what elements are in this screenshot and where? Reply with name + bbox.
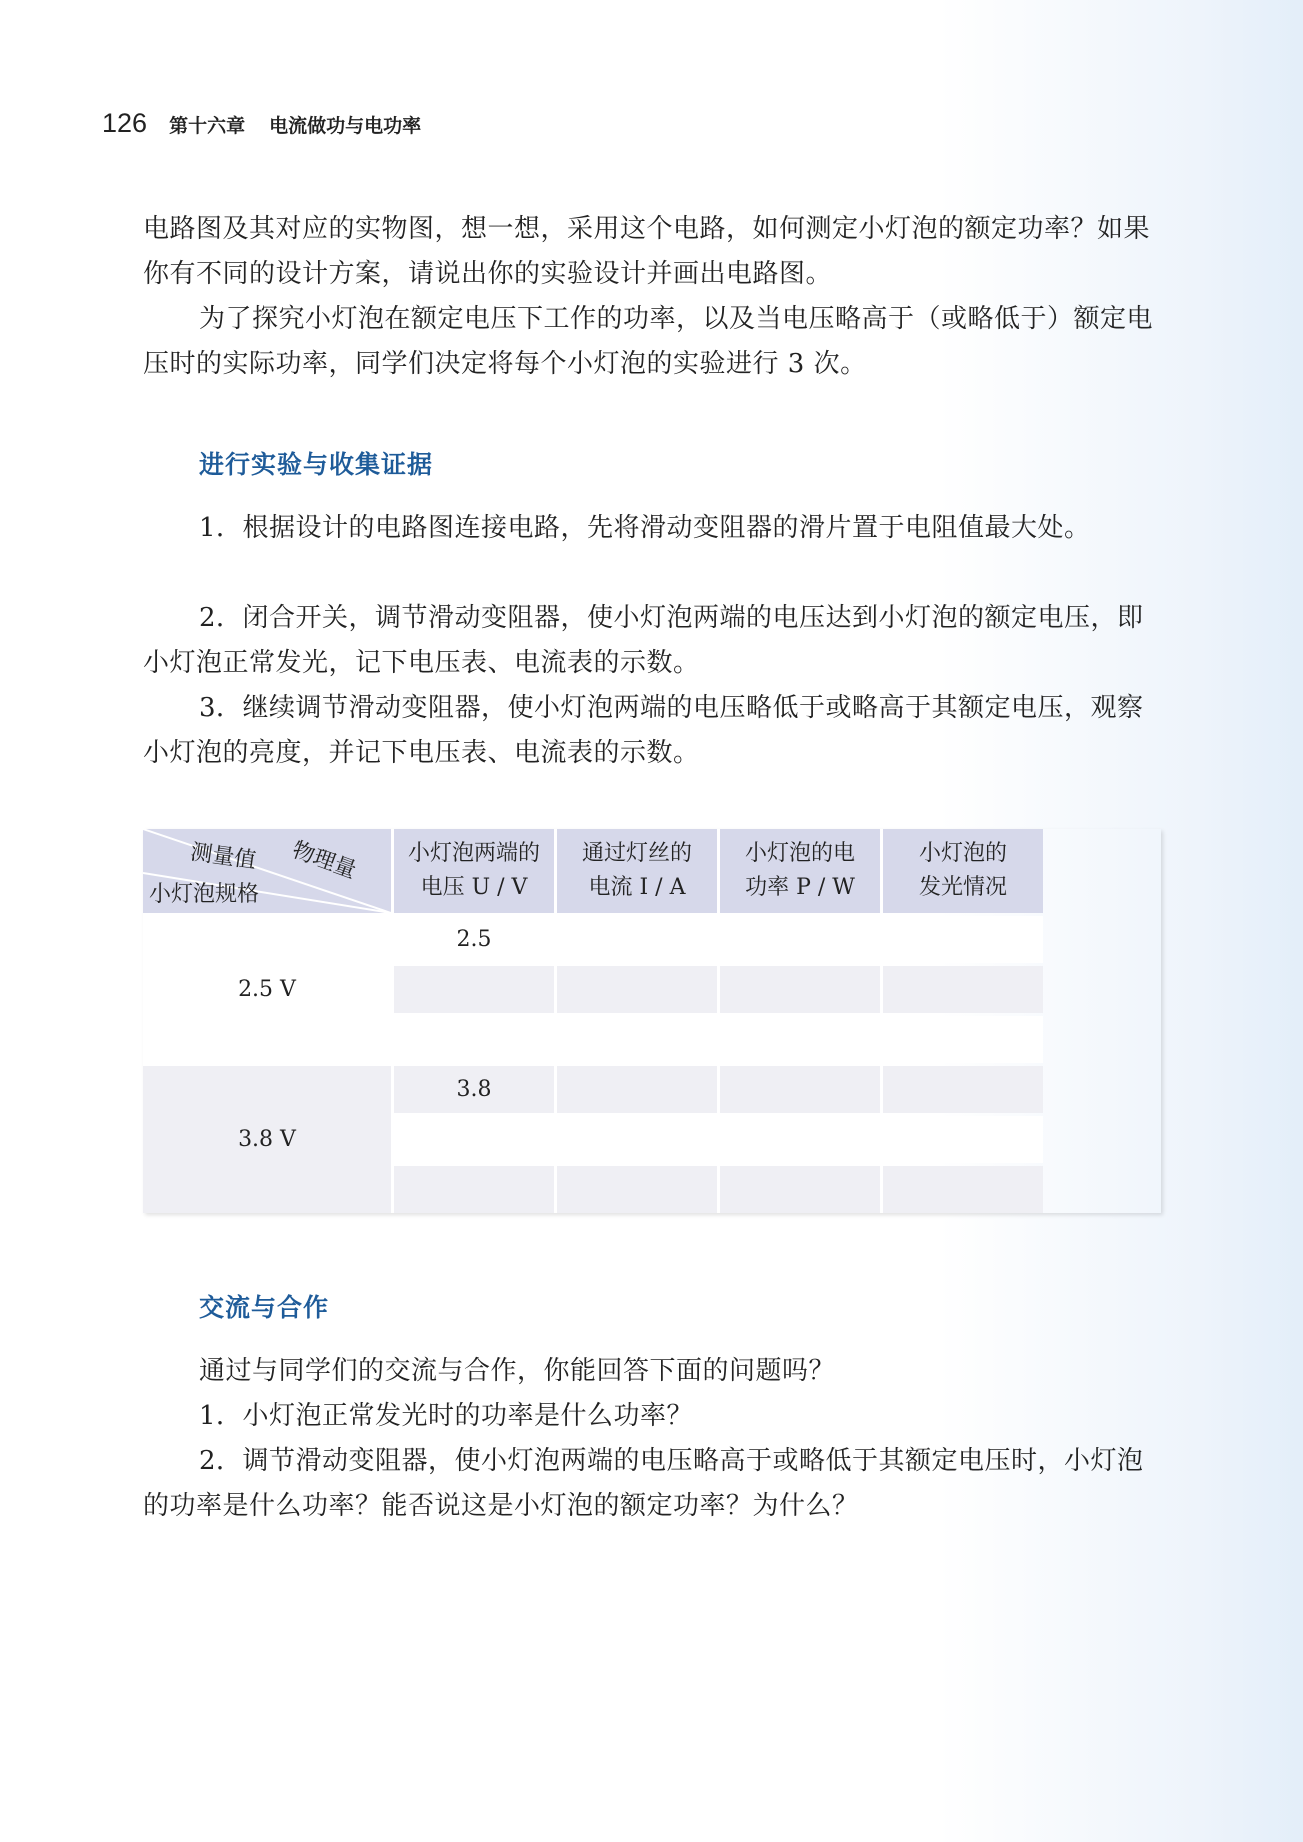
table-cell: [720, 1016, 880, 1063]
spec-cell: 3.8 V: [143, 1066, 391, 1213]
intro-paragraph-2: 为了探究小灯泡在额定电压下工作的功率，以及当电压略高于（或略低于）额定电压时的实际功率，同学们决定将每个小灯泡的实验进行 3 次。: [143, 304, 1154, 379]
section-heading-discussion: 交流与合作: [199, 1293, 330, 1322]
column-header-voltage: [394, 829, 554, 913]
chapter-title: 电流做功与电功率: [269, 115, 422, 137]
table-cell: [720, 1116, 880, 1163]
data-table: [143, 829, 1161, 1213]
corner-physical-quantity: 物理量: [288, 837, 360, 884]
table-cell: [883, 1066, 1043, 1113]
table-cell: [557, 1166, 717, 1213]
table-cell: [394, 1016, 554, 1063]
step-2: 2．闭合开关，调节滑动变阻器，使小灯泡两端的电压达到小灯泡的额定电压，即小灯泡正常发光，记下电压表、电流表的示数。: [143, 603, 1144, 678]
table-cell: [720, 916, 880, 963]
chapter-label: 第十六章: [169, 115, 246, 137]
table-cell: [720, 1066, 880, 1113]
table-cell: [557, 1066, 717, 1113]
table-cell: [557, 966, 717, 1013]
spec-cell: 2.5 V: [143, 916, 391, 1063]
table-cell: [720, 966, 880, 1013]
page-number: 126: [102, 108, 148, 138]
column-header-line: 电压 U / V: [420, 875, 528, 900]
table-cell: [557, 1016, 717, 1063]
column-header-line: 小灯泡的电: [744, 841, 855, 866]
table-cell: [394, 966, 554, 1013]
column-header-line: 通过灯丝的: [581, 841, 692, 866]
discussion-intro: 通过与同学们的交流与合作，你能回答下面的问题吗？: [199, 1356, 836, 1386]
step-1: 1．根据设计的电路图连接电路，先将滑动变阻器的滑片置于电阻值最大处。: [199, 513, 1091, 543]
table-cell: [883, 1166, 1043, 1213]
corner-measured-value: 测量值: [188, 839, 258, 874]
column-header-power: [720, 829, 880, 913]
corner-bulb-spec: 小灯泡规格: [149, 882, 260, 907]
table-cell: [557, 1116, 717, 1163]
table-cell: [883, 1016, 1043, 1063]
column-header-line: 发光情况: [918, 875, 1007, 900]
table-corner-header: [143, 829, 391, 913]
question-2: 2．调节滑动变阻器，使小灯泡两端的电压略高于或略低于其额定电压时，小灯泡的功率是什么功率？能否说这是小灯泡的额定功率？为什么？: [143, 1446, 1144, 1521]
table-cell: [883, 1116, 1043, 1163]
page-header: [102, 108, 421, 142]
table-cell: 3.8: [394, 1066, 554, 1113]
table-cell: 2.5: [394, 916, 554, 963]
intro-paragraph-1: 电路图及其对应的实物图，想一想，采用这个电路，如何测定小灯泡的额定功率？如果你有不同的设计方案，请说出你的实验设计并画出电路图。: [143, 214, 1151, 289]
table-cell: [394, 1166, 554, 1213]
table-cell: [557, 916, 717, 963]
column-header-line: 功率 P / W: [745, 875, 855, 900]
column-header-line: 小灯泡两端的: [407, 841, 540, 866]
table-cell: [720, 1166, 880, 1213]
column-header-line: 电流 I / A: [588, 875, 686, 900]
section-heading-experiment: 进行实验与收集证据: [199, 450, 434, 479]
step-3: 3．继续调节滑动变阻器，使小灯泡两端的电压略低于或略高于其额定电压，观察小灯泡的亮度，并记下电压表、电流表的示数。: [143, 693, 1144, 768]
table-cell: [394, 1116, 554, 1163]
table-cell: [883, 916, 1043, 963]
table-cell: [883, 966, 1043, 1013]
question-1: 1．小灯泡正常发光时的功率是什么功率？: [199, 1401, 694, 1431]
column-header-brightness: [883, 829, 1043, 913]
column-header-line: 小灯泡的: [918, 841, 1007, 866]
column-header-current: [557, 829, 717, 913]
